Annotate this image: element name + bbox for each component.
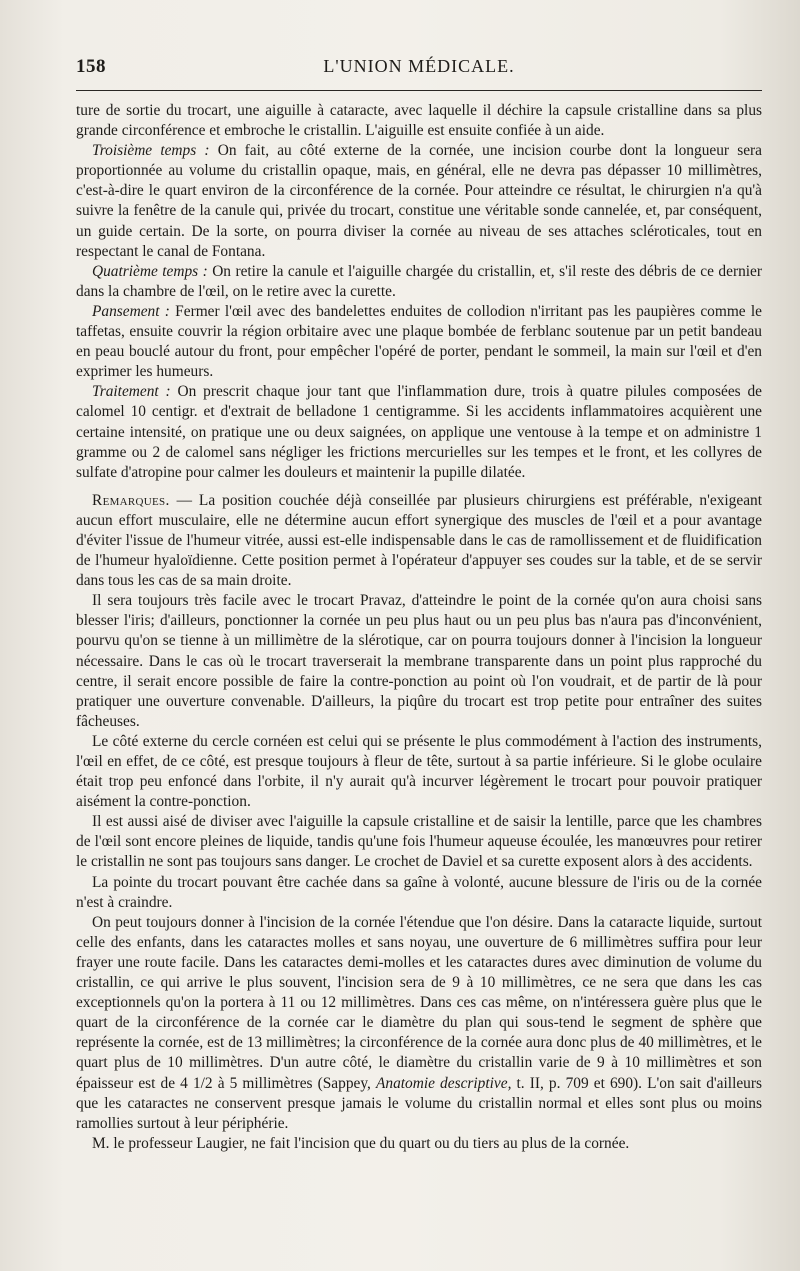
paragraph-text: On prescrit chaque jour tant que l'inflammation dure, trois à quatre pilules composées de calomel 10 centigr. et d'extrait de belladone 1 centigramme. Si les accidents inflammatoires acquièrent une certaine intensité, on pratique une ou deux saignées, on applique une ventouse à la tempe et on administre 1 gramme ou 2 de calomel sans négliger les frictions mercurielles sur les tempes et le front, et les collyres de sulfate d'atropine pour calmer les douleurs et maintenir la pupille dilatée. (76, 383, 763, 481)
paragraph (76, 732, 762, 812)
paragraph-text: M. le professeur Laugier, ne fait l'incision que du quart ou du tiers au plus de la cornée. (92, 1134, 630, 1152)
article-body (76, 101, 762, 1154)
header-rule (76, 90, 762, 91)
paragraph-text: Il est aussi aisé de diviser avec l'aiguille la capsule cristalline et de saisir la lentille, parce que les chambres de l'œil sont encore pleines de liquide, tandis qu'une fois l'humeur aqueuse écoulée, les manœuvres pour retirer le cristallin ne sont pas toujours sans danger. Le crochet de Daviel et sa curette exposent alors à des accidents. (76, 813, 762, 871)
paragraph (76, 1134, 762, 1154)
page-header (76, 52, 762, 86)
paragraph-text: — La position couchée déjà conseillée par plusieurs chirurgiens est préférable, n'exigeant aucun effort musculaire, elle ne détermine aucun effort synergique des muscles de l'œil et a pour avantage d'éviter l'issue de l'humeur vitrée, aussi est-elle indispensable dans le cas de ramollissement et de fluidification de l'humeur hyaloïdienne. Cette position permet à l'opérateur d'appuyer ses coudes sur la table, et de se servir dans tous les cas de sa main droite. (76, 491, 762, 590)
paragraph-text: t. II, p. 709 et 690). L'on sait d'ailleurs que les cataractes ne conservent presque jamais le volume du cristallin normal et elles sont plus ou moins ramollies surtout à leur périphérie. (76, 1074, 762, 1132)
paragraph-lead: Pansement : (92, 302, 170, 320)
paragraph-text: On retire la canule et l'aiguille chargée du cristallin, et, s'il reste des débris de ce dernier dans la chambre de l'œil, on le retire avec la curette. (76, 262, 762, 300)
paragraph (76, 913, 762, 1134)
paragraph (76, 812, 762, 872)
paragraph (76, 302, 762, 382)
paragraph (76, 382, 762, 482)
paragraph-text: On fait, au côté externe de la cornée, une incision courbe dont la longueur sera proportionnée au volume du cristallin opaque, mais, en général, elle ne devra pas dépasser 10 millimètres, c'est-à-dire le quart environ de la circonférence de la cornée. Pour atteindre ce résultat, le chirurgien n'a qu'à suivre la fenêtre de la canule qui, privée du trocart, constitue une véritable sonde cannelée, et, par conséquent, un guide certain. De la sorte, on pourra diviser la cornée au niveau de ses attaches scléroticales, tout en respectant le canal de Fontana. (76, 142, 762, 260)
running-head: L'UNION MÉDICALE. (323, 56, 515, 76)
paragraph-text: On peut toujours donner à l'incision de la cornée l'étendue que l'on désire. Dans la cataracte liquide, surtout celle des enfants, dans les cataractes molles et sans noyau, une ouverture de 6 millimètres suffira pour leur frayer une route facile. Dans les cataractes demi-molles et les cataractes dures avec diminution de volume du cristallin, ce qui arrive le plus souvent, l'incision sera de 9 à 10 millimètres, ce ne sera que dans les cas exceptionnels qu'on la portera à 11 ou 12 millimètres. Dans ces cas même, on n'intéressera guère plus que le quart de la circonférence de la cornée car le diamètre du plan qui sous-tend le segment de sphère que représente la cornée, est de 13 millimètres; la circonférence de la cornée aura donc plus de 40 millimètres, et le quart plus de 10 millimètres. D'un autre côté, le diamètre du cristallin varie de 9 à 10 millimètres et son épaisseur est de 4 1/2 à 5 millimètres (Sappey, (76, 913, 762, 1092)
paragraph-text: ture de sortie du trocart, une aiguille à cataracte, avec laquelle il déchire la capsule cristalline dans sa plus grande circonférence et embroche le cristallin. L'aiguille est ensuite confiée à un aide. (76, 102, 762, 140)
paragraph (76, 873, 762, 913)
paragraph (76, 591, 762, 732)
paragraph-lead: Traitement : (92, 383, 171, 401)
paragraph-lead: Troisième temps : (92, 142, 210, 160)
section-heading: Remarques. (92, 491, 170, 509)
paragraph-text: Le côté externe du cercle cornéen est celui qui se présente le plus commodément à l'action des instruments, l'œil en effet, de ce côté, est presque toujours à fleur de tête, surtout à sa partie inférieure. Si le globe oculaire était trop peu enfoncé dans l'orbite, il n'y aurait qu'à incurver légèrement le trocart pour pouvoir pratiquer aisément la contre-ponction. (76, 732, 762, 811)
paragraph (76, 141, 762, 262)
paragraph-text: La pointe du trocart pouvant être cachée dans sa gaîne à volonté, aucune blessure de l'iris ou de la cornée n'est à craindre. (76, 873, 762, 911)
paragraph (76, 101, 762, 141)
paragraph (76, 262, 762, 302)
paragraph-lead: Quatrième temps : (92, 262, 208, 280)
paragraph-text: Fermer l'œil avec des bandelettes enduites de collodion n'irritant pas les paupières comme le taffetas, ensuite couvrir la région orbitaire avec une plaque bombée de ferblanc soutenue par un petit bandeau en peau bouclé autour du front, pour empêcher l'opéré de porter, pendant le sommeil, la main sur l'œil et d'en exprimer les humeurs. (76, 302, 762, 381)
paragraph (76, 491, 762, 591)
paragraph-text: Il sera toujours très facile avec le trocart Pravaz, d'atteindre le point de la cornée qu'on aura choisi sans blesser l'iris; d'ailleurs, ponctionner la cornée un peu plus haut ou un peu plus bas n'aura pas d'inconvénient, pourvu qu'on se tienne à un millimètre de la slérotique, car on pourra toujours donner à l'incision la longueur nécessaire. Dans le cas où le trocart traverserait la membrane transparente dans un point plus rapproché du centre, il serait encore possible de faire la contre-ponction au point où l'on voudrait, et de partir de là pour pratiquer une ouverture convenable. D'ailleurs, la piqûre du trocart est trop petite pour entraîner des suites fâcheuses. (76, 592, 762, 730)
citation-title: Anatomie descriptive, (375, 1074, 512, 1092)
page-number: 158 (76, 56, 106, 77)
